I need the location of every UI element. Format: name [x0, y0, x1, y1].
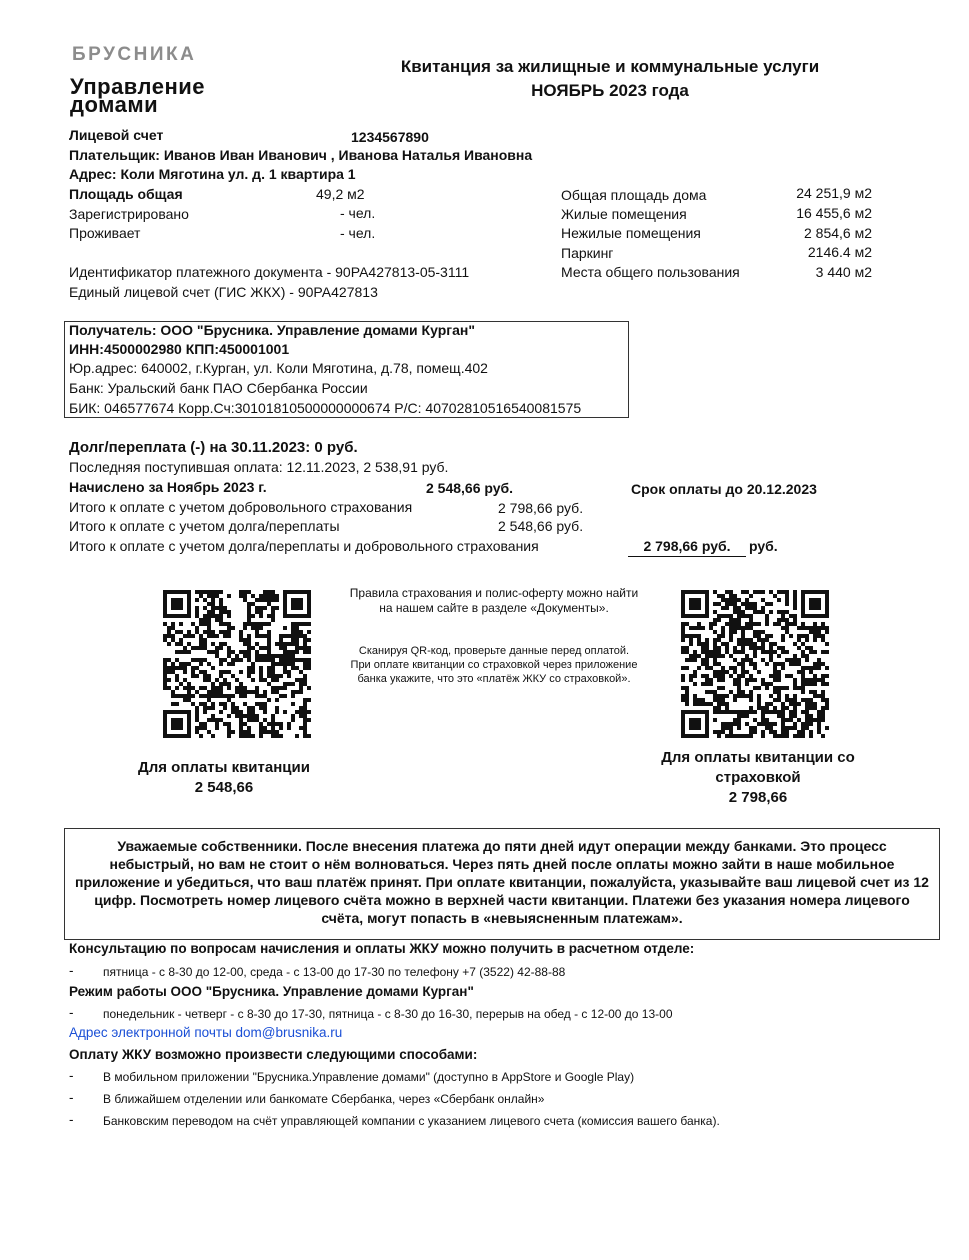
area-label: Площадь общая — [69, 186, 183, 202]
accrued-label: Начислено за Ноябрь 2023 г. — [69, 479, 267, 495]
qr-right-caption-line1: Для оплаты квитанции со — [661, 749, 855, 766]
total-all-unit: руб. — [749, 538, 778, 554]
bullet-dash: - — [69, 1068, 74, 1083]
accrued-value: 2 548,66 руб. — [426, 480, 514, 496]
account-label: Лицевой счет — [69, 127, 164, 143]
notice-box: Уважаемые собственники. После внесения платежа до пяти дней идут операции между банками. Это процесс небыстрый, но вам не стоит о нём волноваться. Через пять дней после оплаты можно зайти в наше мобильное приложение и убедиться, что ваш платёж принят. При оплате квитанции, пожалуйста, указывайте ваш лицевой счет из 12 цифр. Посмотреть номер лицевого счёта можно в верхней части квитанции. Платежи без указания номера лицевого счёта, могут попасть в «невыясненным платежам». — [64, 828, 940, 940]
area-value: 49,2 м2 — [316, 186, 365, 202]
brand-logo-subtitle — [70, 74, 206, 117]
due-date: Срок оплаты до 20.12.2023 — [631, 481, 817, 497]
registered-value: - чел. — [340, 205, 376, 221]
document-title — [330, 55, 890, 103]
qr-right-amount: 2 798,66 — [728, 789, 788, 806]
debt-status: Долг/переплата (-) на 30.11.2023: 0 руб. — [69, 439, 358, 456]
house-living-value: 16 455,6 м2 — [796, 205, 872, 221]
living-label: Проживает — [69, 225, 141, 241]
document-title-line2: НОЯБРЬ 2023 года — [531, 81, 689, 100]
office-hours: понедельник - четверг - с 8-30 до 17-30, пятница - с 8-30 до 16-30, перерыв на обед - с 12-00 до 13-00 — [103, 1007, 673, 1021]
brand-subtitle-line2: домами — [70, 92, 159, 117]
total-insurance-value: 2 798,66 руб. — [498, 500, 584, 516]
recipient-inn-kpp: ИНН:4500002980 КПП:450001001 — [69, 341, 290, 357]
recipient-legal-address: Юр.адрес: 640002, г.Курган, ул. Коли Мяготина, д.78, помещ.402 — [69, 360, 488, 376]
house-parking-value: 2146.4 м2 — [807, 244, 872, 260]
qr-left-amount: 2 548,66 — [194, 779, 254, 796]
insurance-rules-line2: на нашем сайте в разделе «Документы». — [379, 601, 609, 615]
qr-scan-hint-line1: Сканируя QR-код, проверьте данные перед оплатой. — [358, 645, 630, 657]
document-identifier: Идентификатор платежного документа - 90РА427813-05-3111 — [69, 264, 470, 280]
qr-scan-hint-line2: При оплате квитанции со страховкой через приложение — [350, 659, 638, 671]
qr-code-payment-insurance — [681, 590, 829, 738]
living-value: - чел. — [340, 225, 376, 241]
recipient-bank: Банк: Уральский банк ПАО Сбербанка России — [69, 380, 368, 396]
total-insurance-label: Итого к оплате с учетом добровольного страхования — [69, 499, 413, 515]
insurance-rules-line1: Правила страхования и полис-оферту можно найти — [349, 586, 639, 600]
recipient-name: Получатель: ООО "Брусника. Управление домами Курган" — [69, 322, 475, 338]
bullet-dash: - — [69, 1005, 74, 1020]
bullet-dash: - — [69, 963, 74, 978]
qr-scan-hint-line3: банка укажите, что это «платёж ЖКУ со страховкой». — [357, 673, 631, 685]
brand-logo-name: БРУСНИКА — [72, 44, 197, 65]
qr-code-payment — [163, 590, 311, 738]
payer-name: Плательщик: Иванов Иван Иванович , Иванова Наталья Ивановна — [69, 147, 533, 163]
brand-subtitle-line1: Управление — [70, 74, 206, 99]
qr-right-caption-line2: страховкой — [715, 769, 801, 786]
payment-methods-heading: Оплату ЖКУ возможно произвести следующими способами: — [69, 1047, 478, 1062]
consult-heading: Консультацию по вопросам начисления и оплаты ЖКУ можно получить в расчетном отделе: — [69, 941, 695, 956]
payment-method-transfer: Банковским переводом на счёт управляющей компании с указанием лицевого счета (комиссия вашего банка). — [103, 1114, 720, 1128]
office-hours-heading: Режим работы ООО "Брусника. Управление домами Курган" — [69, 984, 474, 999]
house-common-value: 3 440 м2 — [815, 264, 872, 280]
qr-code-insurance-image — [681, 590, 829, 738]
recipient-bank-details: БИК: 046577674 Корр.Сч:30101810500000000674 Р/С: 40702810516540081575 — [69, 400, 582, 416]
house-nonliving-value: 2 854,6 м2 — [803, 225, 872, 241]
payment-method-sberbank: В ближайшем отделении или банкомате Сбербанка, через «Сбербанк онлайн» — [103, 1092, 545, 1106]
account-number: 1234567890 — [351, 129, 429, 145]
document-title-line1: Квитанция за жилищные и коммунальные услуги — [400, 57, 820, 76]
consult-hours: пятница - с 8-30 до 12-00, среда - с 13-00 до 17-30 по телефону +7 (3522) 42-88-88 — [103, 965, 566, 979]
bullet-dash: - — [69, 1112, 74, 1127]
total-all-label: Итого к оплате с учетом долга/переплаты и добровольного страхования — [69, 538, 539, 554]
house-nonliving-label: Нежилые помещения — [561, 225, 701, 241]
last-payment: Последняя поступившая оплата: 12.11.2023, 2 538,91 руб. — [69, 459, 449, 475]
house-total-area-label: Общая площадь дома — [561, 187, 707, 203]
registered-label: Зарегистрировано — [69, 206, 189, 222]
house-living-label: Жилые помещения — [561, 206, 687, 222]
total-debt-value: 2 548,66 руб. — [498, 518, 584, 534]
house-total-area-value: 24 251,9 м2 — [796, 185, 872, 201]
house-common-label: Места общего пользования — [561, 264, 740, 280]
address: Адрес: Коли Мяготина ул. д. 1 квартира 1 — [69, 166, 356, 182]
qr-code-payment-image — [163, 590, 311, 738]
total-all-value: 2 798,66 руб. — [628, 538, 746, 557]
single-account-gis: Единый лицевой счет (ГИС ЖКХ) - 90РА427813 — [69, 284, 378, 300]
email-link[interactable]: Адрес электронной почты dom@brusnika.ru — [69, 1025, 343, 1040]
bullet-dash: - — [69, 1090, 74, 1105]
payment-method-app: В мобильном приложении "Брусника.Управление домами" (доступно в AppStore и Google Play) — [103, 1070, 635, 1084]
qr-left-caption: Для оплаты квитанции — [138, 759, 310, 776]
total-debt-label: Итого к оплате с учетом долга/переплаты — [69, 518, 340, 534]
house-parking-label: Паркинг — [561, 245, 614, 261]
